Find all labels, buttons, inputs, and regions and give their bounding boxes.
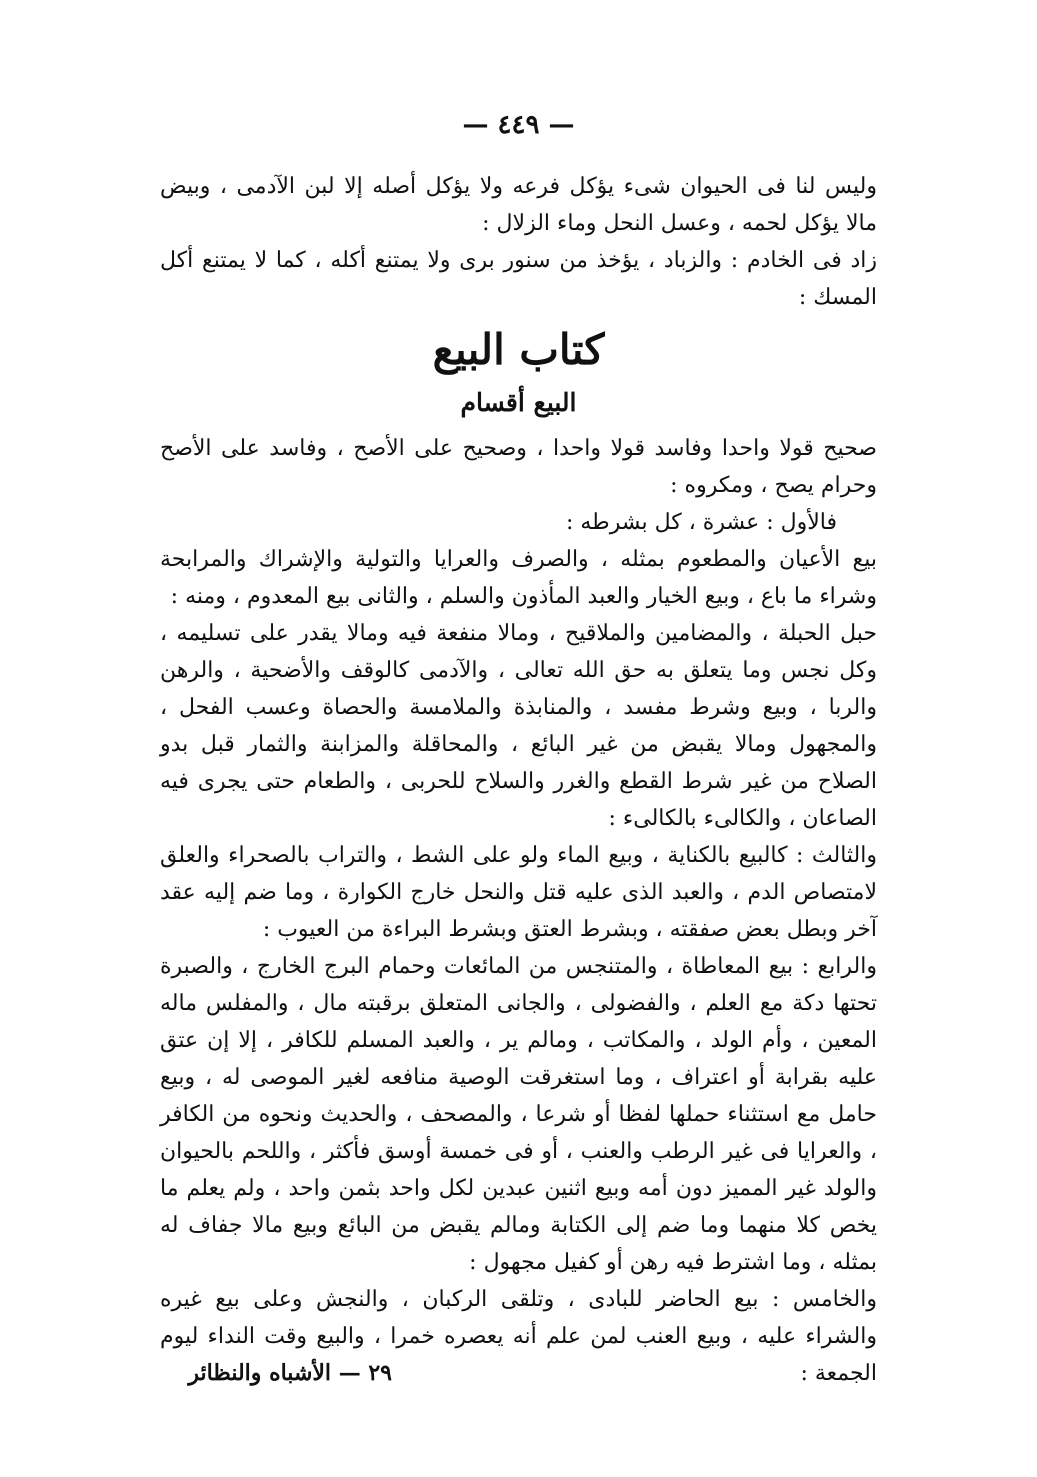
intro-text <box>160 168 877 316</box>
chapter-title: كتاب البيع <box>432 325 605 374</box>
body-paragraph-4: حبل الحبلة ، والمضامين والملاقيح ، ومالا منفعة فيه ومالا يقدر على تسليمه ، وكل نجس وما يتعلق به حق الله تعالى ، والآدمى كالوقف والأضحية ، والرهن والربا ، وبيع وشرط مفسد ، والمنابذة والملامسة والحصاة وعسب الفحل ، والمجهول ومالا يقبض من غير البائع ، والمحاقلة والمزابنة والثمار قبل بدو الصلاح من غير شرط القطع والغرر والسلاح للحربى ، والطعام حتى يجرى فيه الصاعان ، والكالىء بالكالىء : <box>160 621 877 831</box>
body-paragraph-7: والخامس : بيع الحاضر للبادى ، وتلقى الركبان ، والنجش وعلى بيع غيره والشراء عليه ، وبيع العنب لمن علم أنه يعصره خمرا ، والبيع وقت النداء ليوم الجمعة : <box>160 1287 877 1386</box>
intro-paragraph-1: وليس لنا فى الحيوان شىء يؤكل فرعه ولا يؤكل أصله إلا لبن الآدمى ، وبيض مالا يؤكل لحمه ، وعسل النحل وماء الزلال : <box>160 174 877 236</box>
body-text <box>160 430 877 1392</box>
chapter-subtitle: البيع أقسام <box>460 388 577 417</box>
body-paragraph-1: صحيح قولا واحدا وفاسد قولا واحدا ، وصحيح على الأصح ، وفاسد على الأصح وحرام يصح ، ومكروه : <box>160 436 877 498</box>
page-number: — ٤٤٩ — <box>462 110 575 140</box>
body-paragraph-2: فالأول : عشرة ، كل بشرطه : <box>565 510 837 535</box>
body-paragraph-5: والثالث : كالبيع بالكناية ، وبيع الماء ولو على الشط ، والتراب بالصحراء والعلق لامتصاص الدم ، والعبد الذى عليه قتل والنحل خارج الكوارة ، وما ضم إليه عقد آخر وبطل بعض صفقته ، وبشرط العتق وبشرط البراءة من العيوب : <box>160 843 877 942</box>
page-footer: ٢٩ — الأشباه والنظائر <box>188 1360 392 1386</box>
body-paragraph-3: بيع الأعيان والمطعوم بمثله ، والصرف والعرايا والتولية والإشراك والمرابحة وشراء ما باع ، وبيع الخيار والعبد المأذون والسلم ، والثانى بيع المعدوم ، ومنه : <box>160 547 877 609</box>
body-paragraph-6: والرابع : بيع المعاطاة ، والمتنجس من المائعات وحمام البرج الخارج ، والصبرة تحتها دكة مع العلم ، والفضولى ، والجانى المتعلق برقبته مال ، والمفلس ماله المعين ، وأم الولد ، والمكاتب ، ومالم ير ، والعبد المسلم للكافر ، إلا إن عتق عليه بقرابة أو اعتراف ، وما استغرقت الوصية منافعه لغير الموصى له ، وبيع حامل مع استثناء حملها لفظا أو شرعا ، والمصحف ، والحديث ونحوه من الكافر ، والعرايا فى غير الرطب والعنب ، أو فى خمسة أوسق فأكثر ، واللحم بالحيوان والولد غير المميز دون أمه وبيع اثنين عبدين لكل واحد بثمن واحد ، ولم يعلم ما يخص كلا منهما وما ضم إلى الكتابة ومالم يقبض من البائع وبيع مالا جفاف له بمثله ، وما اشترط فيه رهن أو كفيل مجهول : <box>160 954 877 1275</box>
intro-paragraph-2: زاد فى الخادم : والزباد ، يؤخذ من سنور برى ولا يمتنع أكله ، كما لا يمتنع أكل المسك : <box>160 248 877 310</box>
